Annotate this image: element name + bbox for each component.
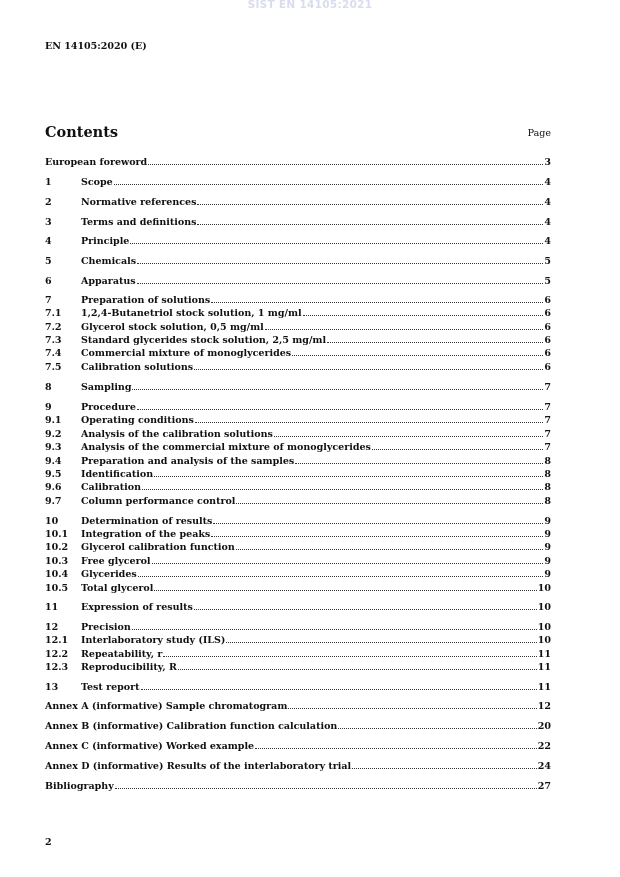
watermark: SIST EN 14105:2021 bbox=[247, 0, 373, 11]
dot-leader bbox=[213, 523, 543, 524]
toc-entry[interactable] bbox=[45, 602, 551, 616]
toc-entry-number: 9.5 bbox=[45, 469, 62, 480]
dot-leader bbox=[132, 629, 537, 630]
toc-entry-title: Repeatability, r bbox=[81, 649, 163, 660]
toc-entry-number: 12.1 bbox=[45, 635, 69, 646]
toc-entry-title: Identification bbox=[81, 469, 154, 480]
toc-entry-title: Principle bbox=[81, 236, 130, 247]
toc-entry-title: Annex A (informative) Sample chromatogram bbox=[45, 701, 288, 712]
toc-entry-page: 7 bbox=[544, 442, 551, 453]
dot-leader bbox=[226, 642, 536, 643]
toc-entry[interactable] bbox=[45, 761, 551, 775]
dot-leader bbox=[154, 476, 543, 477]
dot-leader bbox=[197, 224, 543, 225]
dot-leader bbox=[152, 563, 544, 564]
toc-entry-title: Commercial mixture of monoglycerides bbox=[81, 348, 292, 359]
toc-entry-title: Sampling bbox=[81, 382, 132, 393]
toc-entry-number: 13 bbox=[45, 682, 59, 693]
toc-entry[interactable] bbox=[45, 701, 551, 715]
toc-entry-number: 12.3 bbox=[45, 662, 69, 673]
toc-entry-page: 4 bbox=[544, 197, 551, 208]
dot-leader bbox=[138, 576, 544, 577]
toc-entry-title: Chemicals bbox=[81, 256, 137, 267]
dot-leader bbox=[163, 656, 536, 657]
toc-entry-page: 8 bbox=[544, 496, 551, 507]
toc-entry-number: 9.7 bbox=[45, 496, 62, 507]
toc-entry[interactable] bbox=[45, 662, 551, 676]
toc-entry-page: 10 bbox=[537, 622, 551, 633]
toc-entry[interactable] bbox=[45, 569, 551, 583]
toc-entry[interactable] bbox=[45, 622, 551, 636]
toc-entry-title: Analysis of the commercial mixture of monoglycerides bbox=[81, 442, 371, 453]
toc-entry-page: 4 bbox=[544, 236, 551, 247]
toc-entry[interactable] bbox=[45, 721, 551, 735]
toc-entry-title: Terms and definitions bbox=[81, 217, 197, 228]
toc-entry-page: 5 bbox=[544, 256, 551, 267]
toc-entry-page: 10 bbox=[537, 635, 551, 646]
toc-entry[interactable] bbox=[45, 556, 551, 570]
toc-entry-title: Annex C (informative) Worked example bbox=[45, 741, 255, 752]
dot-leader bbox=[148, 164, 543, 165]
toc-entry-title: Integration of the peaks bbox=[81, 529, 211, 540]
toc-entry-title: Annex D (informative) Results of the interlaboratory trial bbox=[45, 761, 352, 772]
toc-entry-page: 8 bbox=[544, 482, 551, 493]
toc-entry-title: Free glycerol bbox=[81, 556, 151, 567]
toc-entry[interactable] bbox=[45, 276, 551, 290]
toc-entry-page: 7 bbox=[544, 382, 551, 393]
toc-entry-number: 12 bbox=[45, 622, 59, 633]
toc-entry-page: 6 bbox=[544, 295, 551, 306]
toc-entry-title: Total glycerol bbox=[81, 583, 154, 594]
dot-leader bbox=[372, 449, 543, 450]
toc-entry-title: Determination of results bbox=[81, 516, 213, 527]
page-title: Contents bbox=[45, 124, 119, 141]
toc-entry-title: Procedure bbox=[81, 402, 136, 413]
toc-entry-number: 10.1 bbox=[45, 529, 69, 540]
toc-entry-title: Preparation of solutions bbox=[81, 295, 211, 306]
toc-entry-title: Apparatus bbox=[81, 276, 136, 287]
toc-entry-title: Glycerol calibration function bbox=[81, 542, 235, 553]
dot-leader bbox=[265, 329, 544, 330]
toc-entry-page: 20 bbox=[537, 721, 551, 732]
toc-entry[interactable] bbox=[45, 429, 551, 443]
toc-entry-title: Precision bbox=[81, 622, 131, 633]
toc-entry[interactable] bbox=[45, 415, 551, 429]
toc-entry-number: 10.5 bbox=[45, 583, 69, 594]
toc-entry-title: 1,2,4-Butanetriol stock solution, 1 mg/ml bbox=[81, 308, 302, 319]
toc-entry-title: Preparation and analysis of the samples bbox=[81, 456, 295, 467]
toc-entry-page: 6 bbox=[544, 348, 551, 359]
toc-entry-page: 9 bbox=[544, 569, 551, 580]
toc-entry[interactable] bbox=[45, 256, 551, 270]
toc-entry-number: 12.2 bbox=[45, 649, 69, 660]
toc-entry[interactable] bbox=[45, 516, 551, 530]
dot-leader bbox=[236, 503, 543, 504]
toc-entry-page: 12 bbox=[537, 701, 551, 712]
toc-entry[interactable] bbox=[45, 157, 551, 171]
toc-entry-title: Calibration solutions bbox=[81, 362, 194, 373]
toc-entry[interactable] bbox=[45, 583, 551, 597]
dot-leader bbox=[178, 669, 537, 670]
dot-leader bbox=[274, 436, 544, 437]
toc-entry-page: 9 bbox=[544, 556, 551, 567]
toc-entry-page: 24 bbox=[537, 761, 551, 772]
dot-leader bbox=[255, 748, 537, 749]
toc-entry-number: 10.2 bbox=[45, 542, 69, 553]
toc-entry[interactable] bbox=[45, 482, 551, 496]
toc-entry[interactable] bbox=[45, 781, 551, 795]
dot-leader bbox=[137, 283, 544, 284]
toc-entry-number: 4 bbox=[45, 236, 52, 247]
toc-entry-page: 9 bbox=[544, 529, 551, 540]
toc-entry-title: Bibliography bbox=[45, 781, 114, 792]
toc-entry-title: Scope bbox=[81, 177, 113, 188]
dot-leader bbox=[288, 708, 536, 709]
toc-entry[interactable] bbox=[45, 682, 551, 696]
toc-entry-page: 6 bbox=[544, 362, 551, 373]
dot-leader bbox=[295, 463, 543, 464]
toc-entry-number: 8 bbox=[45, 382, 52, 393]
dot-leader bbox=[292, 355, 543, 356]
toc-entry[interactable] bbox=[45, 177, 551, 191]
toc-entry-page: 7 bbox=[544, 402, 551, 413]
toc-entry-title: Glycerides bbox=[81, 569, 137, 580]
toc-entry[interactable] bbox=[45, 741, 551, 755]
toc-entry-title: Operating conditions bbox=[81, 415, 194, 426]
toc-entry-page: 4 bbox=[544, 217, 551, 228]
dot-leader bbox=[115, 788, 537, 789]
toc-entry-title: Calibration bbox=[81, 482, 141, 493]
toc-entry-page: 3 bbox=[544, 157, 551, 168]
dot-leader bbox=[303, 315, 544, 316]
toc-entry-page: 4 bbox=[544, 177, 551, 188]
toc-entry-title: Annex B (informative) Calibration function calculation bbox=[45, 721, 338, 732]
footer-page-number: 2 bbox=[45, 837, 52, 848]
dot-leader bbox=[154, 590, 536, 591]
dot-leader bbox=[130, 243, 543, 244]
toc-entry-page: 9 bbox=[544, 516, 551, 527]
toc-entry-number: 7.2 bbox=[45, 322, 62, 333]
dot-leader bbox=[197, 204, 543, 205]
toc-entry-title: European foreword bbox=[45, 157, 148, 168]
toc-entry-page: 9 bbox=[544, 542, 551, 553]
dot-leader bbox=[194, 609, 537, 610]
toc-entry[interactable] bbox=[45, 529, 551, 543]
toc-entry-number: 2 bbox=[45, 197, 52, 208]
toc-entry-title: Standard glycerides stock solution, 2,5 mg/ml bbox=[81, 335, 327, 346]
dot-leader bbox=[137, 263, 543, 264]
dot-leader bbox=[195, 422, 544, 423]
toc-entry-number: 9.3 bbox=[45, 442, 62, 453]
dot-leader bbox=[132, 389, 543, 390]
toc-entry-page: 6 bbox=[544, 308, 551, 319]
toc-entry-number: 9 bbox=[45, 402, 52, 413]
toc-entry-number: 10.3 bbox=[45, 556, 69, 567]
dot-leader bbox=[211, 302, 543, 303]
toc-entry-title: Reproducibility, R bbox=[81, 662, 177, 673]
toc-entry[interactable] bbox=[45, 335, 551, 349]
dot-leader bbox=[194, 369, 543, 370]
toc-entry-page: 8 bbox=[544, 469, 551, 480]
toc-entry-page: 8 bbox=[544, 456, 551, 467]
toc-entry[interactable] bbox=[45, 649, 551, 663]
page-column-label: Page bbox=[527, 128, 551, 139]
document-reference: EN 14105:2020 (E) bbox=[45, 41, 147, 52]
toc-entry-number: 10 bbox=[45, 516, 59, 527]
toc-entry-number: 7.4 bbox=[45, 348, 62, 359]
toc-entry-title: Glycerol stock solution, 0,5 mg/ml bbox=[81, 322, 264, 333]
dot-leader bbox=[137, 409, 543, 410]
toc-entry[interactable] bbox=[45, 348, 551, 362]
toc-entry[interactable] bbox=[45, 295, 551, 309]
toc-entry-page: 11 bbox=[537, 682, 551, 693]
toc-entry-page: 5 bbox=[544, 276, 551, 287]
toc-entry-page: 6 bbox=[544, 322, 551, 333]
toc-entry-title: Column performance control bbox=[81, 496, 236, 507]
toc-entry[interactable] bbox=[45, 217, 551, 231]
toc-entry-number: 9.1 bbox=[45, 415, 62, 426]
toc-entry-number: 9.4 bbox=[45, 456, 62, 467]
dot-leader bbox=[114, 184, 544, 185]
toc-entry-number: 9.6 bbox=[45, 482, 62, 493]
toc-entry-number: 7.5 bbox=[45, 362, 62, 373]
toc-entry-number: 1 bbox=[45, 177, 52, 188]
dot-leader bbox=[352, 768, 537, 769]
toc-entry[interactable] bbox=[45, 635, 551, 649]
toc-entry[interactable] bbox=[45, 442, 551, 456]
toc-entry-title: Expression of results bbox=[81, 602, 193, 613]
toc-entry-number: 7.3 bbox=[45, 335, 62, 346]
toc-entry[interactable] bbox=[45, 496, 551, 510]
dot-leader bbox=[141, 689, 537, 690]
toc-entry-number: 11 bbox=[45, 602, 59, 613]
toc-entry[interactable] bbox=[45, 456, 551, 470]
dot-leader bbox=[236, 549, 544, 550]
toc-entry-title: Normative references bbox=[81, 197, 197, 208]
toc-entry-number: 7 bbox=[45, 295, 52, 306]
toc-entry-page: 10 bbox=[537, 602, 551, 613]
toc-entry-number: 3 bbox=[45, 217, 52, 228]
toc-entry-page: 6 bbox=[544, 335, 551, 346]
toc-entry-page: 11 bbox=[537, 649, 551, 660]
toc-entry-page: 27 bbox=[537, 781, 551, 792]
toc-entry-page: 7 bbox=[544, 429, 551, 440]
toc-entry-number: 6 bbox=[45, 276, 52, 287]
toc-entry-page: 11 bbox=[537, 662, 551, 673]
toc-entry[interactable] bbox=[45, 322, 551, 336]
toc-entry-page: 7 bbox=[544, 415, 551, 426]
toc-entry[interactable] bbox=[45, 308, 551, 322]
toc-entry[interactable] bbox=[45, 362, 551, 376]
toc-entry-title: Interlaboratory study (ILS) bbox=[81, 635, 226, 646]
dot-leader bbox=[338, 728, 536, 729]
toc-entry-number: 7.1 bbox=[45, 308, 62, 319]
toc-entry-number: 10.4 bbox=[45, 569, 69, 580]
toc-entry-number: 5 bbox=[45, 256, 52, 267]
dot-leader bbox=[327, 342, 543, 343]
toc-entry-title: Analysis of the calibration solutions bbox=[81, 429, 273, 440]
dot-leader bbox=[142, 489, 543, 490]
toc-entry-number: 9.2 bbox=[45, 429, 62, 440]
toc-entry-page: 22 bbox=[537, 741, 551, 752]
toc-entry[interactable] bbox=[45, 236, 551, 250]
dot-leader bbox=[211, 536, 543, 537]
toc-entry[interactable] bbox=[45, 382, 551, 396]
toc-entry[interactable] bbox=[45, 469, 551, 483]
toc-entry[interactable] bbox=[45, 402, 551, 416]
toc-entry-page: 10 bbox=[537, 583, 551, 594]
toc-entry[interactable] bbox=[45, 542, 551, 556]
toc-entry-title: Test report bbox=[81, 682, 140, 693]
toc-entry[interactable] bbox=[45, 197, 551, 211]
